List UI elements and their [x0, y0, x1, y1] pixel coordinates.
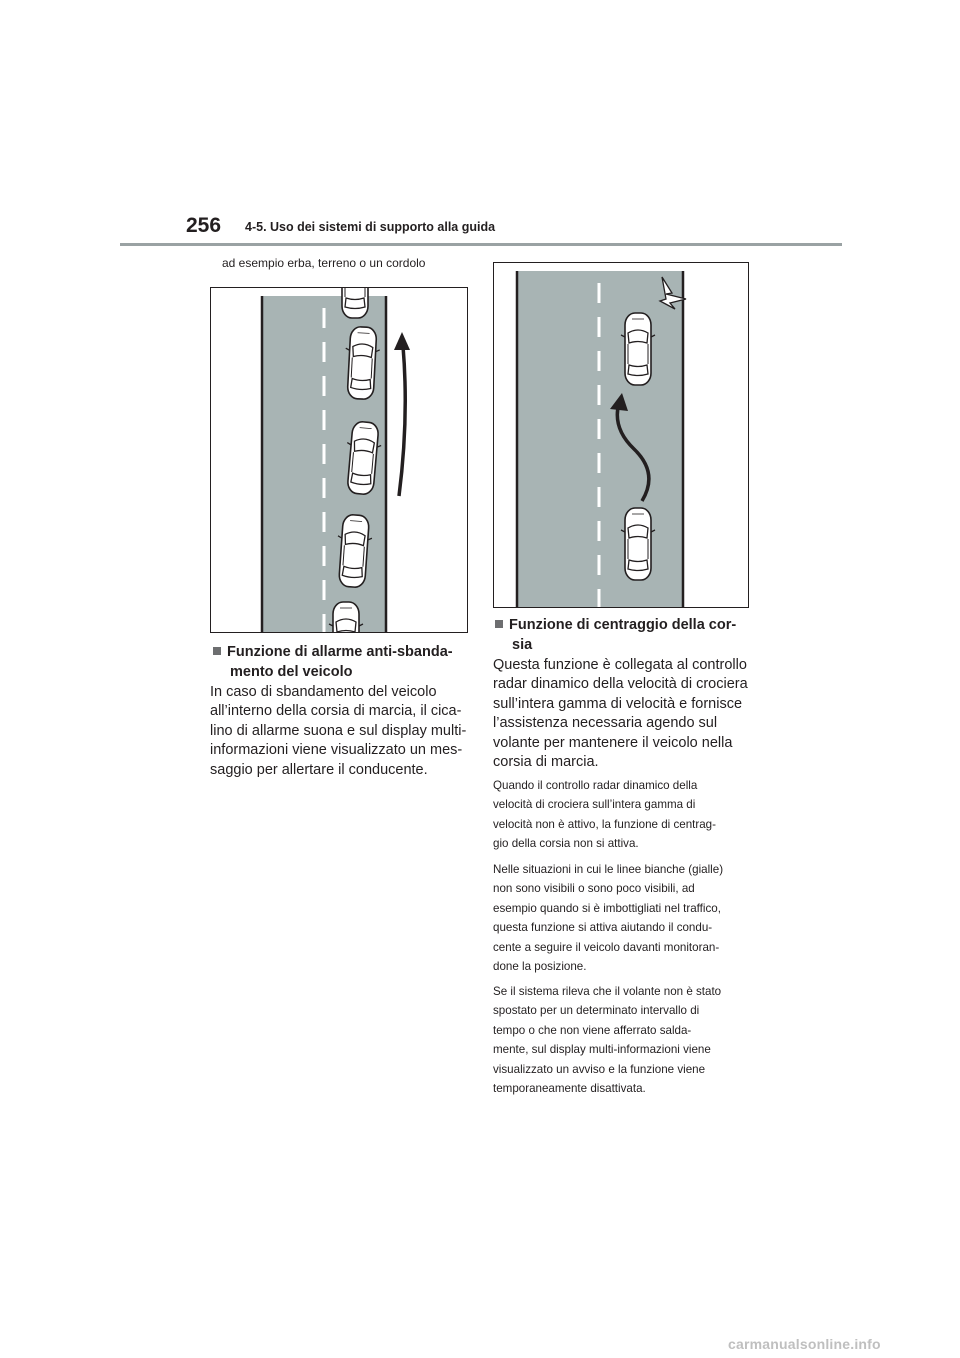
note-traffic: Nelle situazioni in cui le linee bianche (gialle) non sono visibili o sono poco visibili, ad esempio quando si è imbottigliati nel traffico, questa funzione si attiva aiutando il condu- cente a seguire il veicolo davanti monitoran- done la posizione.: [493, 863, 724, 974]
heading-lane-centering: Funzione di centraggio della cor- sia: [495, 615, 736, 655]
car-behind: [621, 508, 655, 580]
header-rule: [120, 243, 842, 246]
car-front: [621, 313, 655, 385]
drift-arrow-head: [394, 332, 410, 350]
lane-departure-illustration: [210, 287, 468, 633]
caption-top: ad esempio erba, terreno o un cordolo: [222, 256, 426, 270]
heading-lane-departure: Funzione di allarme anti-sbanda- mento del veicolo: [213, 642, 453, 682]
watermark[interactable]: carmanualsonline.info: [728, 1336, 881, 1352]
paragraph-lane-centering: Questa funzione è collegata al controllo radar dinamico della velocità di crociera sull’intera gamma di velocità e fornisce l’assistenza necessaria agendo sul volante per mantenere il veicolo nella corsia di marcia.: [493, 657, 748, 771]
lane-centering-illustration: [493, 262, 749, 608]
page-number: 256: [186, 214, 222, 237]
note-steering: Se il sistema rileva che il volante non è stato spostato per un determinato intervallo di tempo o che non viene afferrato salda- mente, sul display multi-informazioni viene visualizzato un avviso e la funzione viene temporaneamente disattivata.: [493, 985, 722, 1096]
note-inactive: Quando il controllo radar dinamico della velocità di crociera sull’intera gamma di velocità non è attivo, la funzione di centrag- gio della corsia non si attiva.: [493, 779, 716, 851]
bullet-icon: [213, 647, 221, 655]
section-title: 4-5. Uso dei sistemi di supporto alla guida: [245, 220, 496, 234]
paragraph-lane-departure: In caso di sbandamento del veicolo all’interno della corsia di marcia, il cica- lino di allarme suona e sul display multi- informazioni viene visualizzato un mes- saggio per allertare il conducente.: [210, 684, 467, 778]
drift-arrow: [399, 346, 405, 496]
bullet-icon: [495, 620, 503, 628]
